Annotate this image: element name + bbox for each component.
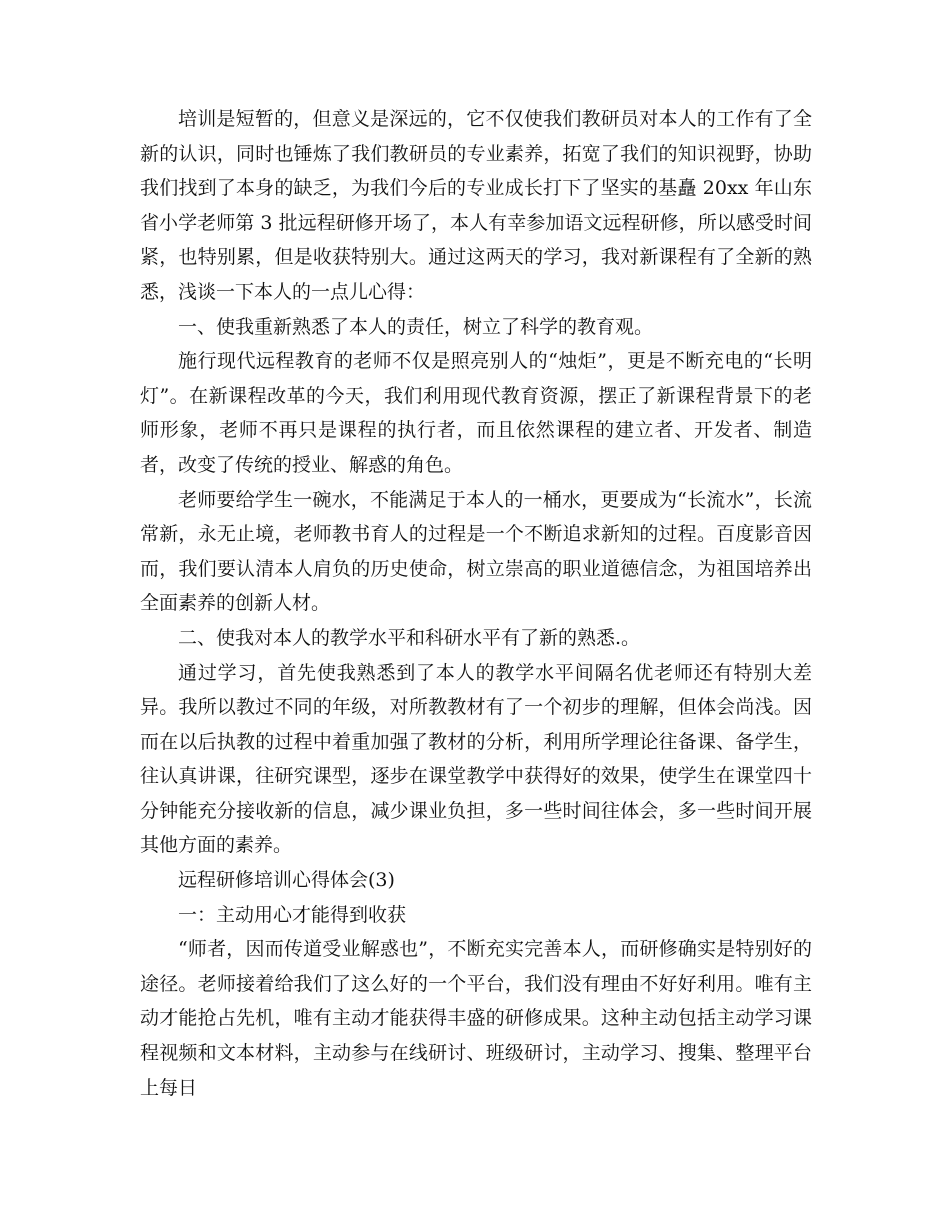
paragraph-flowing-water: 老师要给学生一碗水，不能满足于本人的一桶水，更要成为“长流水”，长流常新，永无止境，老师教书育人的过程是一个不断追求新知的过程。百度影音因而，我们要认清本人肩负的历史使命，树立崇高的职业道德信念，为祖国培养出全面素养的创新人材。 — [140, 488, 812, 615]
section-heading-1: 一、使我重新熟悉了本人的责任，树立了科学的教育观。 — [178, 315, 654, 338]
article-title-3: 远程研修培训心得体会(3) — [178, 869, 395, 892]
document-body — [140, 102, 812, 1105]
section-heading-2: 二、使我对本人的教学水平和科研水平有了新的熟悉.。 — [178, 626, 641, 649]
subheading-active-learning: 一：主动用心才能得到收获 — [178, 903, 407, 926]
paragraph-teaching-level: 通过学习，首先使我熟悉到了本人的教学水平间隔名优老师还有特别大差异。我所以教过不同的年级，对所教教材有了一个初步的理解，但体会尚浅。因而在以后执教的过程中着重加强了教材的分析，利用所学理论往备课、备学生，往认真讲课，往研究课型，逐步在课堂教学中获得好的效果，使学生在课堂四十分钟能充分接收新的信息，减少课业负担，多一些时间往体会，多一些时间开展其他方面的素养。 — [140, 661, 812, 857]
paragraph-intro: 培训是短暂的，但意义是深远的，它不仅使我们教研员对本人的工作有了全新的认识，同时也锤炼了我们教研员的专业素养，拓宽了我们的知识视野，协助我们找到了本身的缺乏，为我们今后的专业成长打下了坚实的基矗 20xx 年山东省小学老师第 3 批远程研修开场了，本人有幸参加语文远程研修，所以感受时间紧，也特别累，但是收获特别大。通过这两天的学习，我对新课程有了全新的熟悉，浅谈一下本人的一点儿心得： — [140, 108, 812, 303]
paragraph-active-learning: “师者，因而传道受业解惑也”，不断充实完善本人，而研修确实是特别好的途径。老师接着给我们了这么好的一个平台，我们没有理由不好好利用。唯有主动才能抢占先机，唯有主动才能获得丰盛的研修成果。这种主动包括主动学习课程视频和文本材料，主动参与在线研讨、班级研讨，主动学习、搜集、整理平台上每日 — [140, 938, 812, 1099]
paragraph-candle-lamp: 施行现代远程教育的老师不仅是照亮别人的“烛炬”，更是不断充电的“长明灯”。在新课程改革的今天，我们利用现代教育资源，摆正了新课程背景下的老师形象，老师不再只是课程的执行者，而且依然课程的建立者、开发者、制造者，改变了传统的授业、解惑的角色。 — [140, 350, 812, 476]
